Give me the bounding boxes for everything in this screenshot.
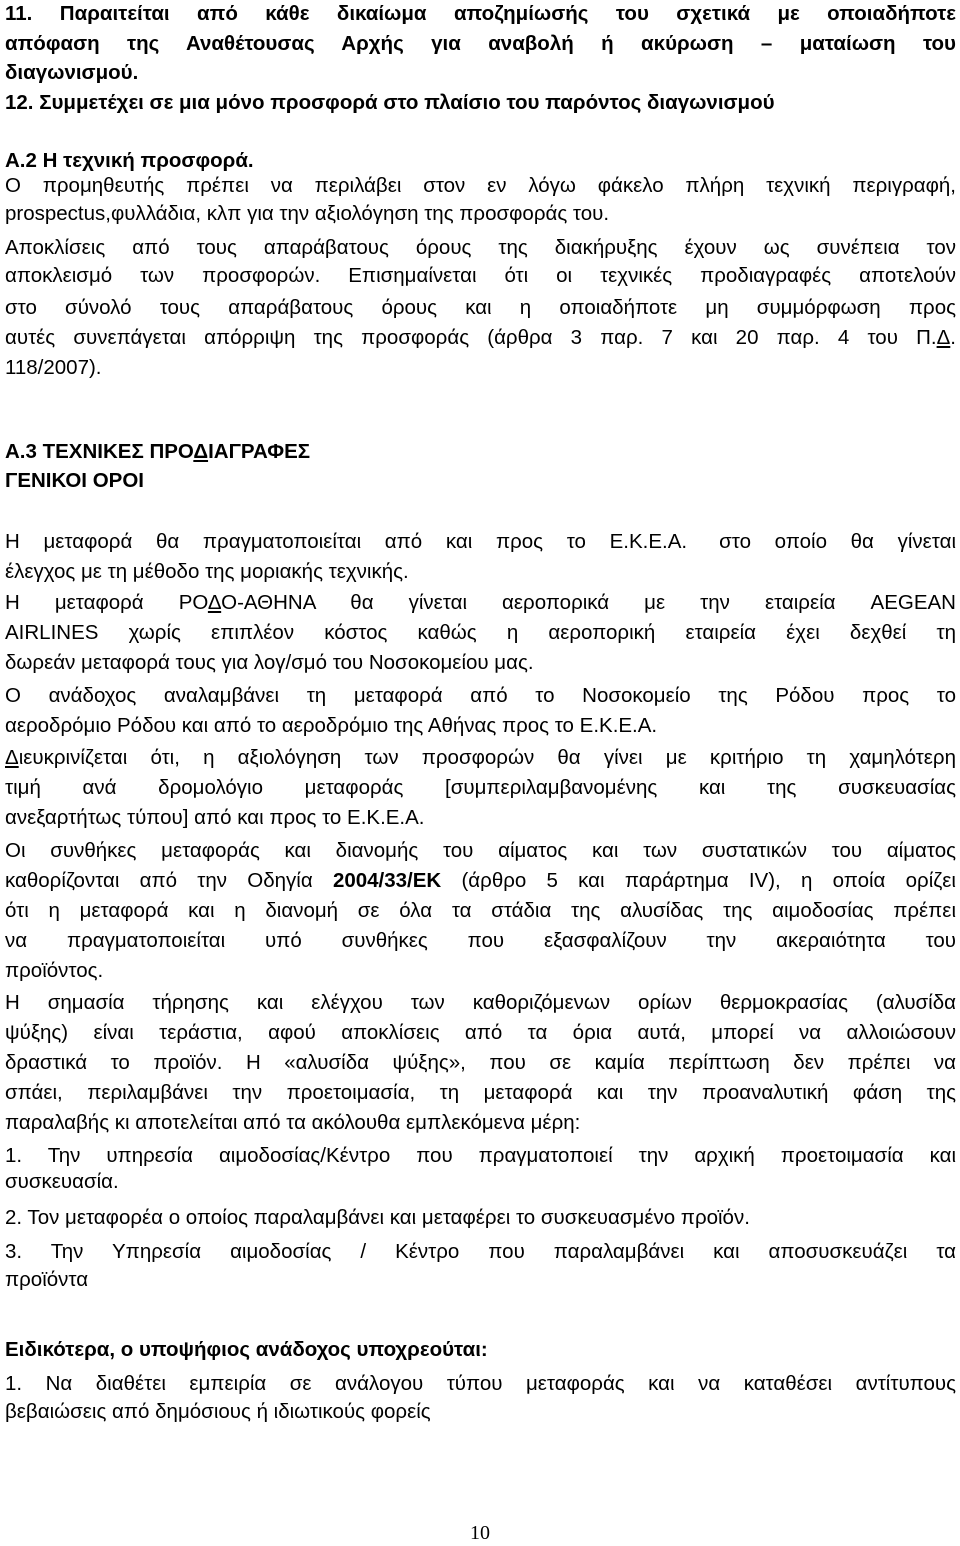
paragraph-line: δωρεάν μεταφορά τους για λογ/σμό του Νοσοκομείου μας. [5, 651, 534, 674]
underlined-letter: Δ [5, 746, 19, 769]
list-item-1-line-2: συσκευασία. [5, 1170, 119, 1193]
paragraph-line: τιμή ανά δρομολόγιο μεταφοράς [συμπεριλαμβανομένης και της συσκευασίας [5, 776, 956, 799]
paragraph-line: έλεγχος με τη μέθοδο της μοριακής τεχνικής. [5, 560, 409, 583]
paragraph-line: παραλαβής κι αποτελείται από τα ακόλουθα εμπλεκόμενα μέρη: [5, 1111, 581, 1134]
underlined-letter: Δ [936, 326, 951, 349]
paragraph-line: Αποκλίσεις από τους απαράβατους όρους της διακήρυξης έχουν ως συνέπεια τον [5, 236, 956, 259]
list-item-2: 2. Τον μεταφορέα ο οποίος παραλαμβάνει και μεταφέρει το συσκευασμένο προϊόν. [5, 1206, 750, 1229]
list-item-3-line-1: 3. Την Υπηρεσία αιμοδοσίας / Κέντρο που παραλαμβάνει και αποσυσκευάζει τα [5, 1240, 956, 1263]
paragraph-line: σπάει, περιλαμβάνει την προετοιμασία, τη μεταφορά και την προαναλυτική φάση της [5, 1081, 956, 1104]
list-item-11-line-1: 11. Παραιτείται από κάθε δικαίωμα αποζημίωσής του σχετικά με οποιαδήποτε [5, 2, 956, 25]
text-segment: καθορίζονται από την Οδηγία [5, 869, 333, 892]
paragraph-line: στο σύνολό τους απαράβατους όρους και η οποιαδήποτε μη συμμόρφωση προς [5, 296, 956, 319]
paragraph-line: αεροδρόμιο Ρόδου και από το αεροδρόμιο της Αθήνας προς το Ε.Κ.Ε.Α. [5, 714, 658, 737]
paragraph-line: Ο ανάδοχος αναλαμβάνει τη μεταφορά από το Νοσοκομείο της Ρόδου προς το [5, 684, 956, 707]
paragraph-line: ότι η μεταφορά και η διανομή σε όλα τα στάδια της αλυσίδας της αιμοδοσίας πρέπει [5, 899, 956, 922]
paragraph-line: ψύξης) είναι τεράστια, αφού αποκλίσεις από τα όρια αυτά, μπορεί να αλλοιώσουν [5, 1021, 956, 1044]
paragraph-line: Η μεταφορά ΡΟΔΟ-ΑΘΗΝΑ θα γίνεται αεροπορικά με την εταιρεία AEGEAN [5, 591, 956, 614]
paragraph-line: 118/2007). [5, 356, 102, 379]
text-segment: Η μεταφορά θα πραγματοποιείται από και προς το Ε.Κ.Ε.Α. [5, 530, 688, 553]
obligations-heading: Ειδικότερα, ο υποψήφιος ανάδοχος υποχρεούται: [5, 1338, 488, 1361]
paragraph-line: αυτές συνεπάγεται απόρριψη της προσφοράς (άρθρα 3 παρ. 7 και 20 παρ. 4 του Π.Δ. [5, 326, 956, 349]
text-segment: στο οποίο θα γίνεται [719, 530, 956, 553]
list-item-11-line-3: διαγωνισμού. [5, 61, 139, 84]
obligation-item-1-line-1: 1. Να διαθέτει εμπειρία σε ανάλογου τύπου μεταφοράς και να καταθέσει αντίτυπους [5, 1372, 956, 1395]
paragraph-line: prospectus,φυλλάδια, κλπ για την αξιολόγηση της προσφοράς του. [5, 202, 610, 225]
text-segment: (άρθρο 5 και παράρτημα IV), η οποία ορίζει [441, 869, 956, 892]
subheading-general-terms: ΓΕΝΙΚΟΙ ΟΡΟΙ [5, 469, 144, 492]
paragraph-line: αποκλεισμό των προσφορών. Επισημαίνεται ότι οι τεχνικές προδιαγραφές αποτελούν [5, 264, 956, 287]
directive-reference: 2004/33/ΕΚ [332, 869, 442, 892]
paragraph-line: Οι συνθήκες μεταφοράς και διανομής του αίματος και των συστατικών του αίματος [5, 839, 956, 862]
section-heading-a2: Α.2 Η τεχνική προσφορά. [5, 149, 254, 172]
paragraph-line: Διευκρινίζεται ότι, η αξιολόγηση των προσφορών θα γίνει με κριτήριο τη χαμηλότερη [5, 746, 956, 769]
paragraph-line: προϊόντος. [5, 959, 104, 982]
paragraph-line: δραστικά το προϊόν. Η «αλυσίδα ψύξης», που σε καμία περίπτωση δεν πρέπει να [5, 1051, 956, 1074]
underlined-letter: Δ [207, 591, 222, 614]
paragraph-line: να πραγματοποιείται υπό συνθήκες που εξασφαλίζουν την ακεραιότητα του [5, 929, 956, 952]
paragraph-line [5, 869, 956, 893]
obligation-item-1-line-2: βεβαιώσεις από δημόσιους ή ιδιωτικούς φορείς [5, 1400, 431, 1423]
paragraph-line: AIRLINES χωρίς επιπλέον κόστος καθώς η αεροπορική εταιρεία έχει δεχθεί τη [5, 621, 956, 644]
list-item-12: 12. Συμμετέχει σε μια μόνο προσφορά στο πλαίσιο του παρόντος διαγωνισμού [5, 91, 775, 114]
paragraph-line: ανεξαρτήτως τύπου] από και προς το Ε.Κ.Ε.Α. [5, 806, 425, 829]
paragraph-line: Ο προμηθευτής πρέπει να περιλάβει στον εν λόγω φάκελο πλήρη τεχνική περιγραφή, [5, 174, 956, 197]
list-item-1-line-1: 1. Την υπηρεσία αιμοδοσίας/Κέντρο που πραγματοποιεί την αρχική προετοιμασία και [5, 1144, 956, 1167]
underlined-letter: Δ [193, 440, 209, 463]
page-number: 10 [470, 1522, 490, 1544]
list-item-3-line-2: προϊόντα [5, 1268, 89, 1291]
paragraph-line [5, 530, 956, 554]
section-heading-a3: Α.3 ΤΕΧΝΙΚΕΣ ΠΡΟΔΙΑΓΡΑΦΕΣ [5, 440, 311, 463]
list-item-11-line-2: απόφαση της Αναθέτουσας Αρχής για αναβολή ή ακύρωση – ματαίωση του [5, 32, 956, 55]
paragraph-line: Η σημασία τήρησης και ελέγχου των καθοριζόμενων ορίων θερμοκρασίας (αλυσίδα [5, 991, 956, 1014]
